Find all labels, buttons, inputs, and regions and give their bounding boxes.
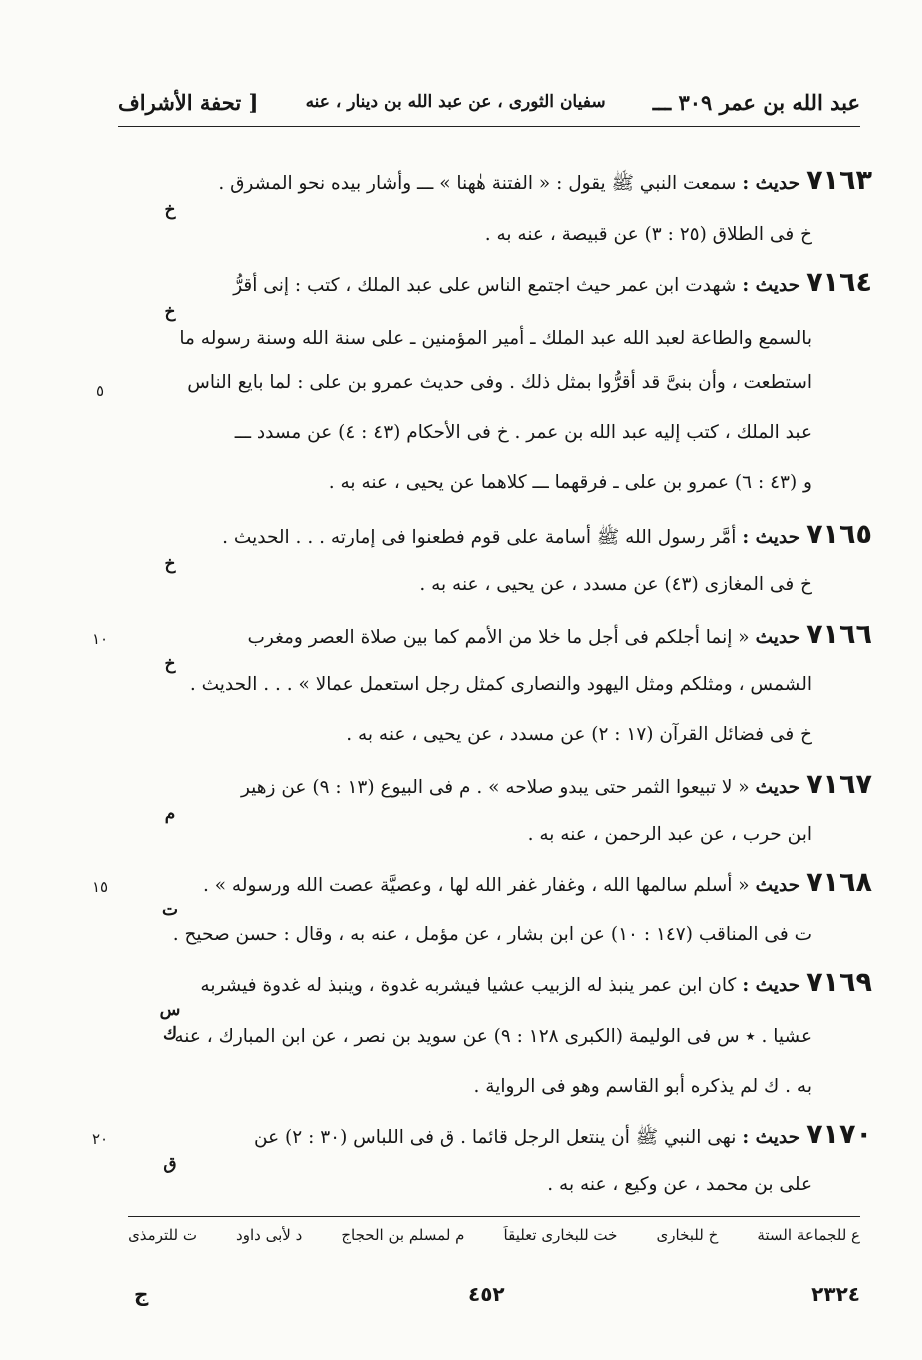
hadith-line: خ فى الطلاق (٢٥ : ٣) عن قبيصة ، عنه به . bbox=[484, 224, 812, 245]
hadith-first-line bbox=[114, 268, 872, 301]
hadith-label: حديث : bbox=[742, 975, 801, 996]
hadith-line: خ فى المغازى (٤٣) عن مسدد ، عن يحيى ، عنه به . bbox=[419, 574, 812, 595]
abbrev-item: د لأبى داود bbox=[236, 1226, 303, 1244]
hadith-line: استطعت ، وأن بنىَّ قد أقرُّوا بمثل ذلك . وفى حديث عمرو بن على : لما بايع الناس bbox=[187, 372, 812, 393]
hadith-number: ٧١٦٦ bbox=[806, 619, 872, 650]
abbrev-item: ع للجماعة الستة bbox=[757, 1226, 860, 1244]
hadith-text: « لا تبيعوا الثمر حتى يبدو صلاحه » . م فى البيوع (١٣ : ٩) عن زهير bbox=[240, 777, 750, 798]
margin-line-number: ٢٠ bbox=[92, 1130, 109, 1148]
page-footer bbox=[128, 1282, 860, 1316]
hadith-label: حديث bbox=[755, 777, 801, 798]
hadith-label: حديث bbox=[755, 627, 801, 648]
hadith-first-line bbox=[114, 166, 872, 199]
header-middle: سفيان الثورى ، عن عبد الله بن دينار ، عنه bbox=[305, 92, 606, 112]
hadith-line: الشمس ، ومثلكم ومثل اليهود والنصارى كمثل رجل استعمل عمالا » . . . الحديث . bbox=[189, 674, 812, 695]
source-symbol: ك bbox=[162, 1024, 177, 1044]
abbrev-item: م لمسلم بن الحجاج bbox=[341, 1226, 465, 1244]
hadith-number: ٧١٦٥ bbox=[806, 519, 872, 550]
hadith-line: به . ك لم يذكره أبو القاسم وهو فى الرواية . bbox=[473, 1076, 812, 1097]
hadith-label: حديث : bbox=[742, 527, 801, 548]
source-symbol: خ bbox=[164, 654, 176, 674]
hadith-number: ٧١٦٨ bbox=[806, 867, 872, 898]
hadith-label: حديث : bbox=[742, 275, 801, 296]
hadith-text: أمَّر رسول الله ﷺ أسامة على قوم فطعنوا فى إمارته . . . الحديث . bbox=[222, 527, 737, 548]
hadith-first-line bbox=[114, 968, 872, 1001]
hadith-line: ت فى المناقب (١٤٧ : ١٠) عن ابن بشار ، عن مؤمل ، عنه به ، وقال : حسن صحيح . bbox=[172, 924, 812, 945]
hadith-number: ٧١٧٠ bbox=[806, 1119, 872, 1150]
hadith-label: حديث : bbox=[742, 173, 801, 194]
hadith-text: سمعت النبي ﷺ يقول : « الفتنة هٰهنا » ـــ وأشار بيده نحو المشرق . bbox=[218, 173, 737, 194]
hadith-label: حديث bbox=[755, 875, 801, 896]
hadith-text: نهى النبي ﷺ أن ينتعل الرجل قائما . ق فى اللباس (٣٠ : ٢) عن bbox=[254, 1127, 737, 1148]
header-right: عبد الله بن عمر ٣٠٩ ـــ bbox=[652, 89, 860, 115]
sequence-number: ٢٣٢٤ bbox=[811, 1282, 860, 1306]
hadith-line: ابن حرب ، عن عبد الرحمن ، عنه به . bbox=[527, 824, 812, 845]
volume-marker: ج bbox=[134, 1282, 149, 1306]
running-header bbox=[118, 82, 860, 122]
hadith-text: شهدت ابن عمر حيث اجتمع الناس على عبد الملك ، كتب : إنى أقرُّ bbox=[233, 275, 737, 296]
source-symbol: خ bbox=[164, 302, 176, 322]
hadith-number: ٧١٦٤ bbox=[806, 267, 872, 298]
hadith-first-line bbox=[114, 520, 872, 553]
hadith-line: و (٤٣ : ٦) عمرو بن على ـ فرقهما ـــ كلاهما عن يحيى ، عنه به . bbox=[328, 472, 812, 493]
abbreviations-key bbox=[128, 1226, 860, 1260]
margin-line-number: ٥ bbox=[96, 382, 105, 400]
header-rule bbox=[118, 126, 860, 127]
hadith-first-line bbox=[114, 770, 872, 803]
source-symbol: ت bbox=[161, 900, 178, 920]
hadith-first-line bbox=[114, 620, 872, 653]
header-left: [ تحفة الأشراف bbox=[118, 89, 259, 115]
hadith-first-line bbox=[114, 1120, 872, 1153]
hadith-number: ٧١٦٩ bbox=[806, 967, 872, 998]
hadith-text: كان ابن عمر ينبذ له الزبيب عشيا فيشربه غدوة ، وينبذ له غدوة فيشربه bbox=[200, 975, 737, 996]
hadith-line: بالسمع والطاعة لعبد الله عبد الملك ـ أمير المؤمنين ـ على سنة الله وسنة رسوله ما bbox=[179, 328, 812, 349]
hadith-line: عشيا . ٭ س فى الوليمة (الكبرى ١٢٨ : ٩) عن سويد بن نصر ، عن ابن المبارك ، عنه bbox=[174, 1026, 812, 1047]
source-symbol: خ bbox=[164, 554, 176, 574]
abbrev-item: خ للبخارى bbox=[656, 1226, 719, 1244]
hadith-line: خ فى فضائل القرآن (١٧ : ٢) عن مسدد ، عن يحيى ، عنه به . bbox=[346, 724, 812, 745]
source-symbol: س bbox=[159, 1000, 181, 1020]
hadith-text: « إنما أجلكم فى أجل ما خلا من الأمم كما بين صلاة العصر ومغرب bbox=[247, 627, 750, 648]
source-symbol: م bbox=[164, 804, 176, 824]
source-symbol: خ bbox=[164, 200, 176, 220]
margin-line-number: ١٠ bbox=[92, 630, 109, 648]
hadith-number: ٧١٦٣ bbox=[806, 165, 872, 196]
source-symbol: ق bbox=[163, 1154, 177, 1174]
hadith-line: على بن محمد ، عن وكيع ، عنه به . bbox=[547, 1174, 812, 1195]
margin-line-number: ١٥ bbox=[92, 878, 109, 896]
hadith-text: « أسلم سالمها الله ، وغفار غفر الله لها ، وعصيَّة عصت الله ورسوله » . bbox=[202, 875, 750, 896]
hadith-number: ٧١٦٧ bbox=[806, 769, 872, 800]
abbrev-item: خت للبخارى تعليقاً bbox=[503, 1226, 618, 1244]
footnote-rule bbox=[128, 1216, 860, 1217]
abbrev-item: ت للترمذى bbox=[128, 1226, 197, 1244]
hadith-first-line bbox=[114, 868, 872, 901]
hadith-line: عبد الملك ، كتب إليه عبد الله بن عمر . خ فى الأحكام (٤٣ : ٤) عن مسدد ـــ bbox=[234, 422, 812, 443]
hadith-label: حديث : bbox=[742, 1127, 801, 1148]
page-number: ٤٥٢ bbox=[468, 1282, 505, 1306]
